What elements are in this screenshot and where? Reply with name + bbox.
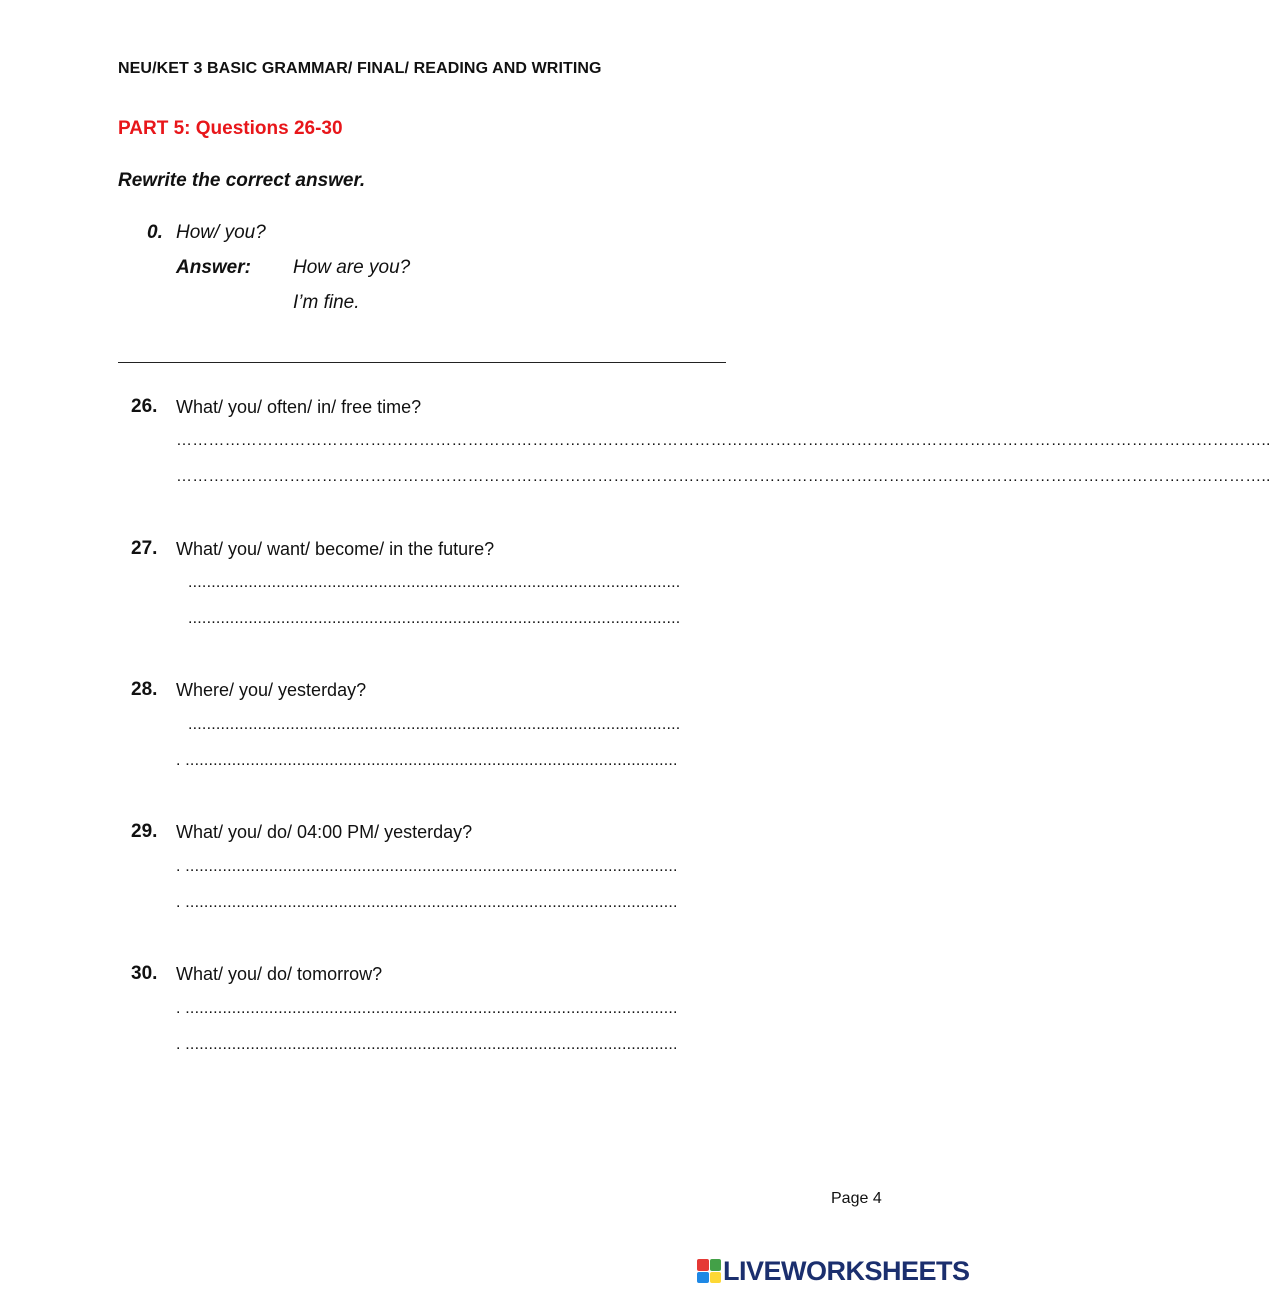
example-question: How/ you? <box>176 222 266 243</box>
question-number: 28. <box>131 679 158 700</box>
example-answer-line-2: I’m fine. <box>293 292 360 313</box>
question-number: 29. <box>131 821 158 842</box>
example-number: 0. <box>147 222 163 243</box>
answer-line[interactable]: . .......................................................................................................... <box>176 752 678 769</box>
part-title: PART 5: Questions 26-30 <box>118 118 343 139</box>
answer-line[interactable]: . .......................................................................................................... <box>176 894 678 911</box>
answer-line[interactable]: . .......................................................................................................... <box>176 858 678 875</box>
document-header: NEU/KET 3 BASIC GRAMMAR/ FINAL/ READING AND WRITING <box>118 60 602 77</box>
answer-line[interactable]: ………………………………………………………………………………………………………………………………………………………………………………….. <box>176 468 1271 485</box>
answer-line[interactable]: . .......................................................................................................... <box>176 1000 678 1017</box>
example-answer-label: Answer: <box>176 257 251 278</box>
answer-line[interactable]: .......................................................................................................... <box>188 574 681 591</box>
question-number: 27. <box>131 538 158 559</box>
instruction: Rewrite the correct answer. <box>118 170 366 191</box>
answer-line[interactable]: .......................................................................................................... <box>188 716 681 733</box>
question-number: 30. <box>131 963 158 984</box>
answer-line[interactable]: ………………………………………………………………………………………………………………………………………………………………………………….. <box>176 432 1271 449</box>
question-text: What/ you/ do/ 04:00 PM/ yesterday? <box>176 822 473 842</box>
logo-text: LIVEWORKSHEETS <box>723 1255 970 1286</box>
separator-line <box>118 362 726 363</box>
question-text: What/ you/ often/ in/ free time? <box>176 397 422 417</box>
question-text: Where/ you/ yesterday? <box>176 680 367 700</box>
page-number: Page 4 <box>831 1190 882 1207</box>
answer-line[interactable]: .......................................................................................................... <box>188 610 681 627</box>
question-text: What/ you/ want/ become/ in the future? <box>176 539 495 559</box>
liveworksheets-logo <box>697 1256 970 1286</box>
answer-line[interactable]: . .......................................................................................................... <box>176 1036 678 1053</box>
example-answer-line-1: How are you? <box>293 257 411 278</box>
question-number: 26. <box>131 396 158 417</box>
question-text: What/ you/ do/ tomorrow? <box>176 964 383 984</box>
logo-mark-icon <box>697 1259 721 1283</box>
